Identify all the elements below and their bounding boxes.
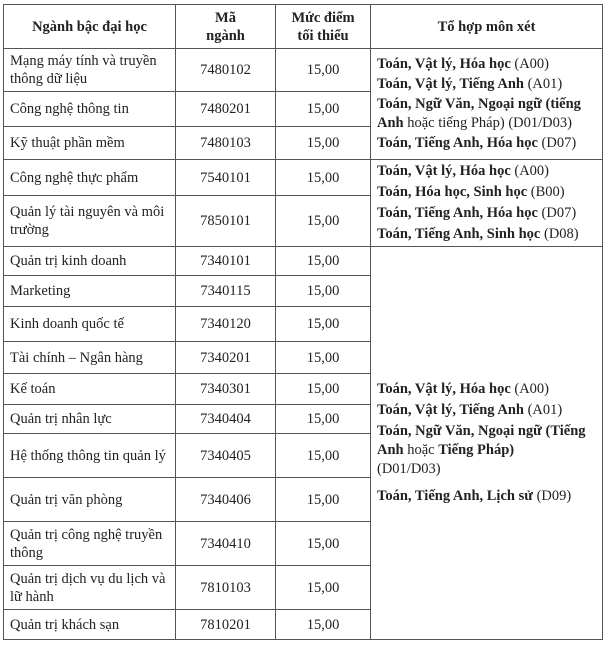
combination-code: (D01/D03) bbox=[508, 115, 572, 131]
min-score: 15,00 bbox=[276, 610, 371, 640]
major-code: 7340120 bbox=[176, 307, 276, 342]
header-min-score bbox=[276, 5, 371, 49]
combination-subjects: Toán, Tiếng Anh, Hóa học bbox=[377, 135, 538, 151]
combination-line bbox=[377, 134, 596, 153]
combination-subjects: Toán, Tiếng Anh, Sinh học bbox=[377, 226, 541, 242]
combination-line bbox=[377, 162, 596, 181]
combination-subjects: Toán, Tiếng Anh, Hóa học bbox=[377, 205, 538, 221]
combination-subjects: Toán, Tiếng Anh, Lịch sử bbox=[377, 488, 533, 504]
major-code: 7480102 bbox=[176, 49, 276, 92]
combination-line bbox=[377, 401, 596, 420]
min-score: 15,00 bbox=[276, 405, 371, 434]
combination-cell bbox=[371, 49, 603, 160]
major-code: 7340201 bbox=[176, 342, 276, 374]
header-row bbox=[4, 5, 603, 49]
table-row bbox=[4, 247, 603, 276]
major-code: 7810201 bbox=[176, 610, 276, 640]
min-score: 15,00 bbox=[276, 374, 371, 405]
min-score: 15,00 bbox=[276, 276, 371, 307]
combination-code: (D07) bbox=[541, 135, 577, 151]
major-name: Quản trị kinh doanh bbox=[4, 247, 176, 276]
min-score: 15,00 bbox=[276, 478, 371, 522]
table-row bbox=[4, 49, 603, 92]
major-name: Quản trị dịch vụ du lịch và lữ hành bbox=[4, 566, 176, 610]
major-code: 7340301 bbox=[176, 374, 276, 405]
combination-line bbox=[377, 204, 596, 223]
min-score: 15,00 bbox=[276, 247, 371, 276]
combination-code: (D01/D03) bbox=[377, 461, 441, 477]
major-code: 7340405 bbox=[176, 434, 276, 478]
combination-subjects: Toán, Vật lý, Hóa học bbox=[377, 381, 511, 397]
major-name: Quản lý tài nguyên và môi trường bbox=[4, 196, 176, 247]
combination-line bbox=[377, 487, 596, 506]
combination-subjects: Tiếng Pháp) bbox=[438, 442, 515, 458]
major-name: Quản trị công nghệ truyền thông bbox=[4, 522, 176, 566]
major-code: 7340101 bbox=[176, 247, 276, 276]
combination-subjects: Toán, Vật lý, Tiếng Anh bbox=[377, 76, 524, 92]
min-score: 15,00 bbox=[276, 49, 371, 92]
combination-subjects: Toán, Ngữ Văn, Ngoại ngữ (Tiếng Anh bbox=[377, 423, 586, 458]
major-name: Mạng máy tính và truyền thông dữ liệu bbox=[4, 49, 176, 92]
min-score: 15,00 bbox=[276, 566, 371, 610]
major-code: 7340406 bbox=[176, 478, 276, 522]
combination-code: (D08) bbox=[543, 226, 579, 242]
header-major: Ngành bậc đại học bbox=[4, 5, 176, 49]
min-score: 15,00 bbox=[276, 127, 371, 160]
min-score: 15,00 bbox=[276, 196, 371, 247]
major-name: Quản trị văn phòng bbox=[4, 478, 176, 522]
combination-cell bbox=[371, 247, 603, 640]
combination-code: (B00) bbox=[530, 184, 565, 200]
combination-line bbox=[377, 95, 596, 133]
min-score: 15,00 bbox=[276, 92, 371, 127]
min-score: 15,00 bbox=[276, 434, 371, 478]
header-code-text: Mã ngành bbox=[206, 9, 245, 44]
min-score: 15,00 bbox=[276, 522, 371, 566]
major-name: Công nghệ thông tin bbox=[4, 92, 176, 127]
major-code: 7810103 bbox=[176, 566, 276, 610]
major-name: Quản trị nhân lực bbox=[4, 405, 176, 434]
combination-line bbox=[377, 225, 596, 244]
combination-code: (A00) bbox=[514, 56, 550, 72]
major-code: 7340115 bbox=[176, 276, 276, 307]
min-score: 15,00 bbox=[276, 342, 371, 374]
combination-subjects: Toán, Vật lý, Hóa học bbox=[377, 163, 511, 179]
major-name: Kế toán bbox=[4, 374, 176, 405]
major-name: Kỹ thuật phần mềm bbox=[4, 127, 176, 160]
major-name: Marketing bbox=[4, 276, 176, 307]
combination-code: (A00) bbox=[514, 381, 550, 397]
table-row bbox=[4, 160, 603, 196]
combination-line bbox=[377, 422, 596, 479]
major-code: 7340410 bbox=[176, 522, 276, 566]
combination-line bbox=[377, 183, 596, 202]
combination-note: hoặc tiếng Pháp) bbox=[403, 115, 509, 131]
combination-note: hoặc bbox=[403, 442, 439, 458]
major-code: 7480103 bbox=[176, 127, 276, 160]
combination-code: (A00) bbox=[514, 163, 550, 179]
combination-subjects: Toán, Vật lý, Tiếng Anh bbox=[377, 402, 524, 418]
admissions-table bbox=[3, 4, 603, 640]
combination-code: (A01) bbox=[527, 402, 563, 418]
combination-subjects: Toán, Hóa học, Sinh học bbox=[377, 184, 528, 200]
major-name: Quản trị khách sạn bbox=[4, 610, 176, 640]
major-code: 7850101 bbox=[176, 196, 276, 247]
major-code: 7540101 bbox=[176, 160, 276, 196]
combination-code: (A01) bbox=[527, 76, 563, 92]
header-min-score-text: Mức điểm tối thiểu bbox=[291, 9, 355, 44]
combination-subjects: Toán, Ngữ Văn, Ngoại ngữ (tiếng Anh bbox=[377, 96, 581, 131]
combination-cell bbox=[371, 160, 603, 247]
combination-line bbox=[377, 75, 596, 94]
combination-code: (D07) bbox=[541, 205, 577, 221]
header-combination: Tổ hợp môn xét bbox=[371, 5, 603, 49]
combination-line bbox=[377, 380, 596, 399]
major-code: 7480201 bbox=[176, 92, 276, 127]
combination-code: (D09) bbox=[536, 488, 572, 504]
min-score: 15,00 bbox=[276, 307, 371, 342]
major-code: 7340404 bbox=[176, 405, 276, 434]
header-code bbox=[176, 5, 276, 49]
major-name: Hệ thống thông tin quản lý bbox=[4, 434, 176, 478]
major-name: Kinh doanh quốc tế bbox=[4, 307, 176, 342]
combination-line bbox=[377, 55, 596, 74]
combination-subjects: Toán, Vật lý, Hóa học bbox=[377, 56, 511, 72]
major-name: Công nghệ thực phẩm bbox=[4, 160, 176, 196]
major-name: Tài chính – Ngân hàng bbox=[4, 342, 176, 374]
min-score: 15,00 bbox=[276, 160, 371, 196]
